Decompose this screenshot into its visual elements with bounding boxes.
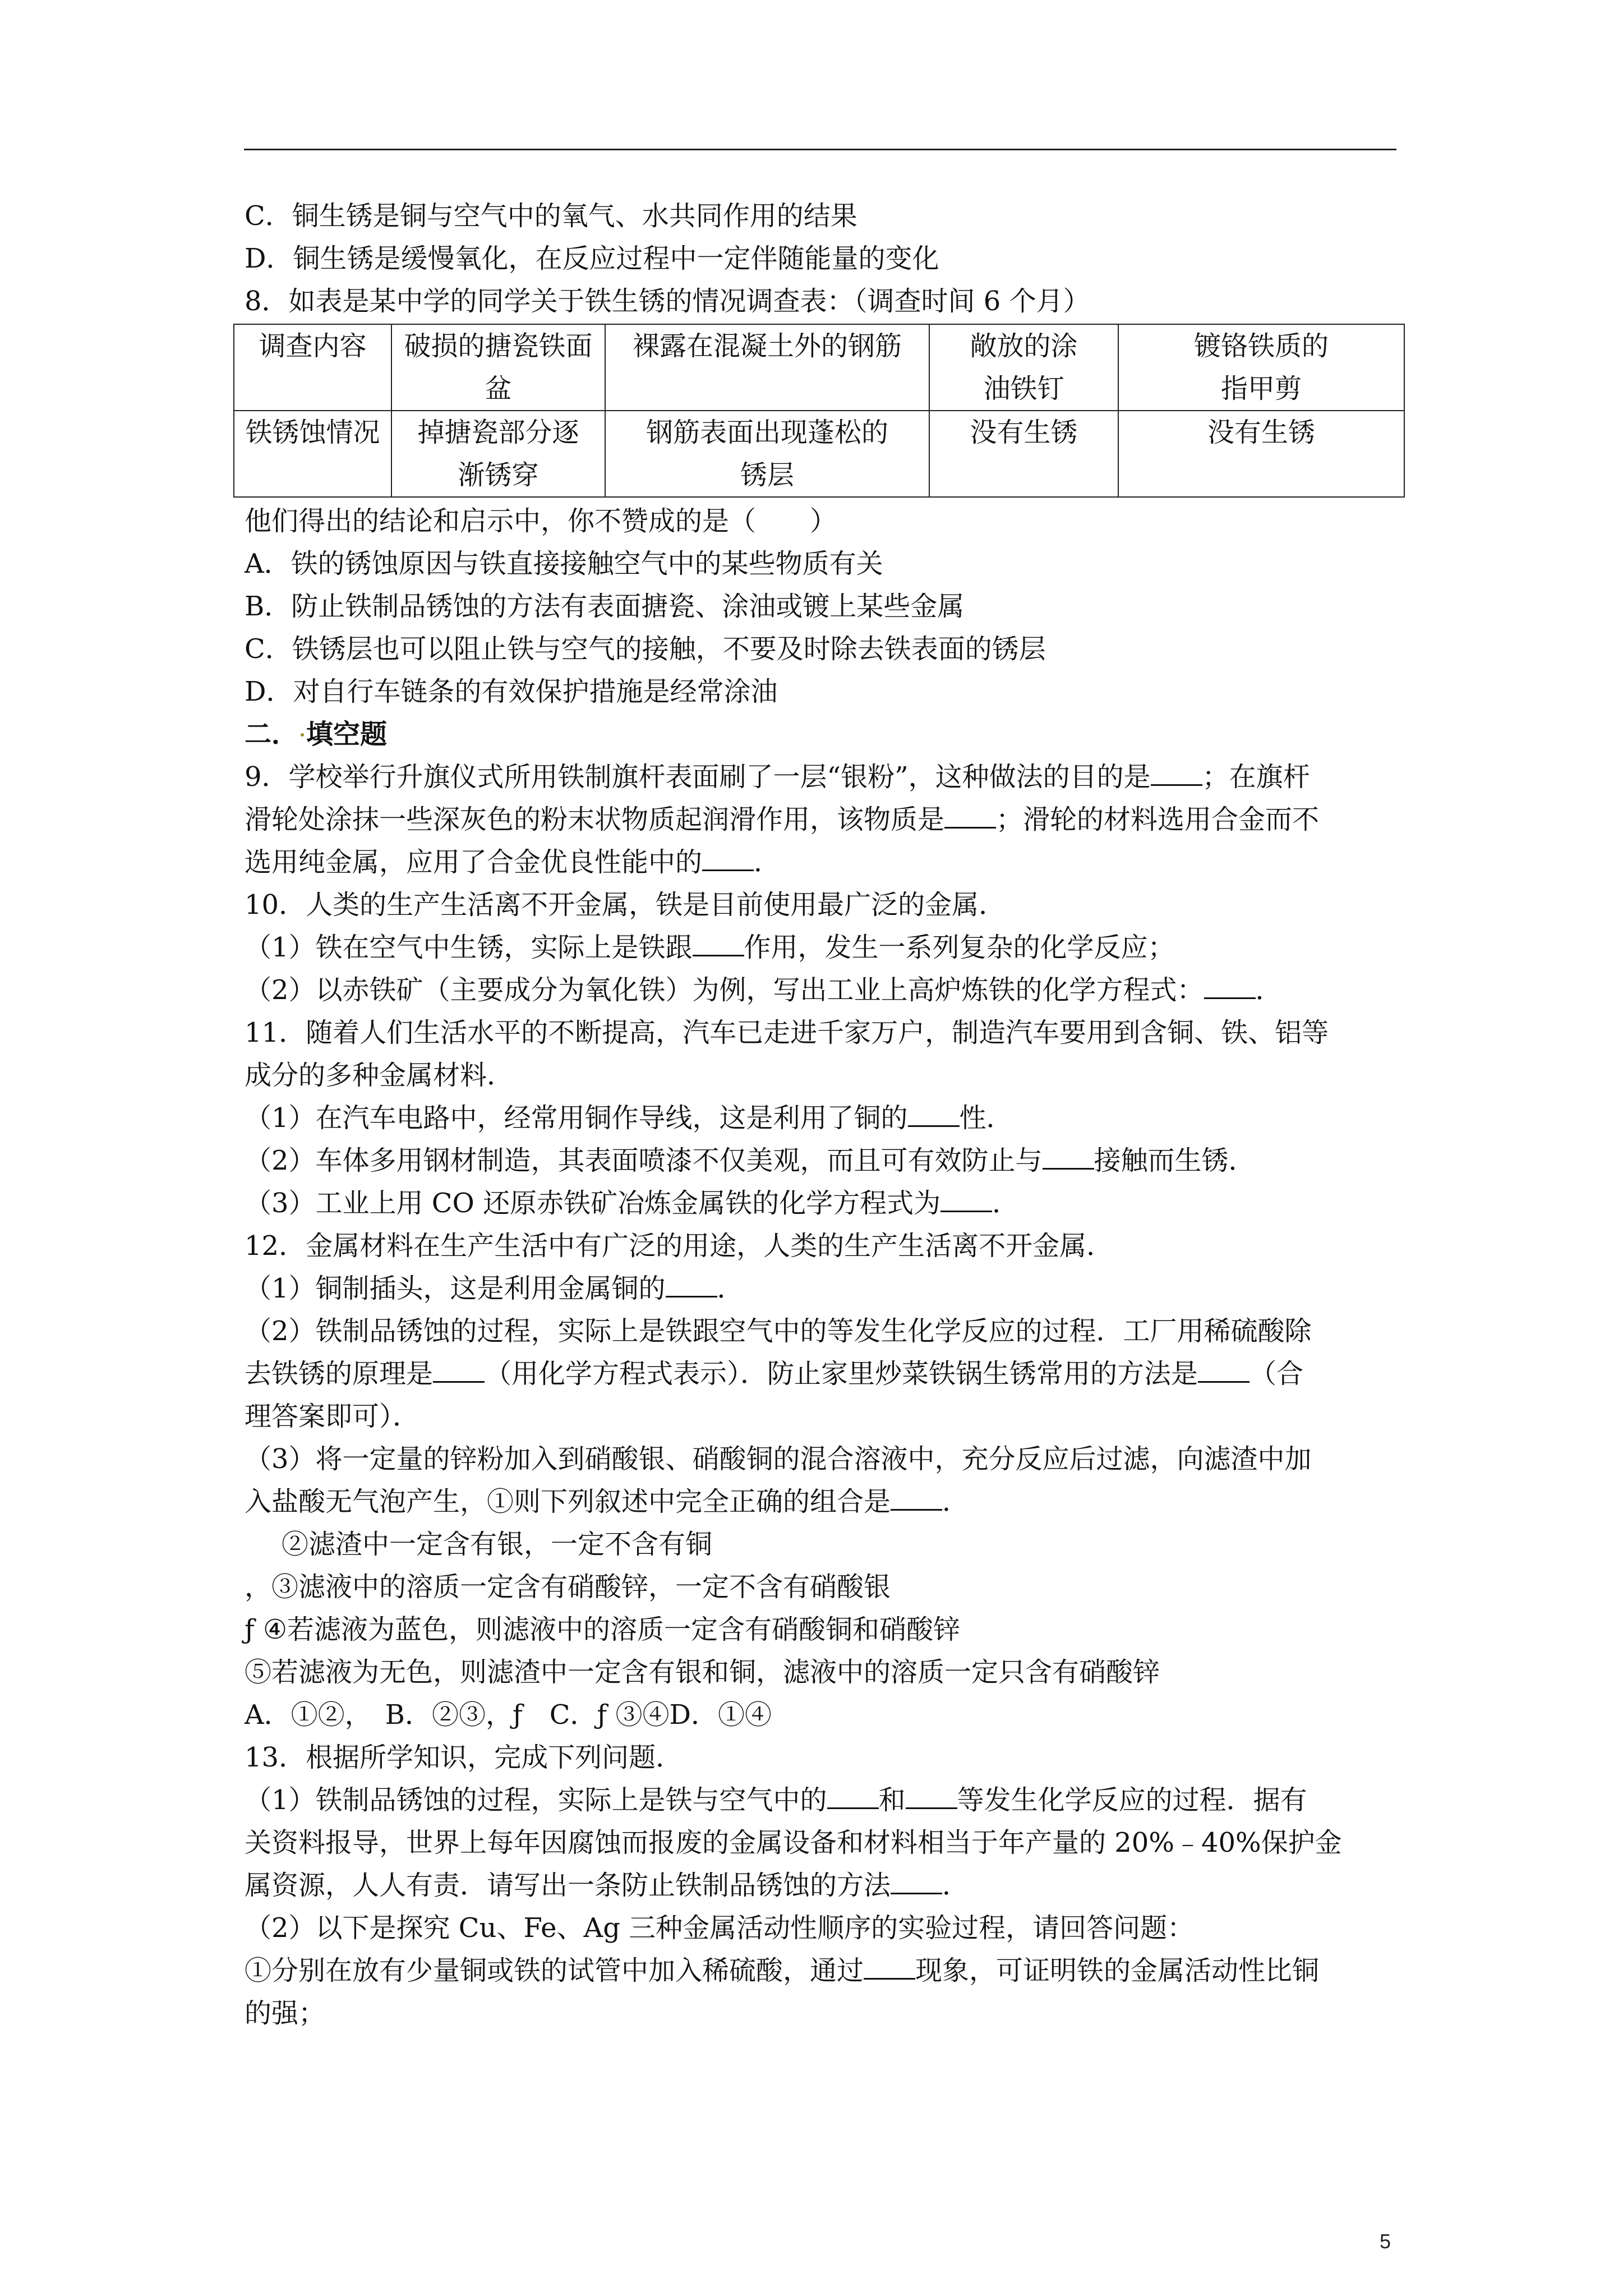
text: 属资源，人人有责．请写出一条防止铁制品锈蚀的方法 <box>245 1870 891 1901</box>
answer-blank[interactable] <box>944 799 996 829</box>
text: （1）铁制品锈蚀的过程，实际上是铁与空气中的 <box>245 1784 827 1816</box>
q8-stem: 8．如表是某中学的同学关于铁生锈的情况调查表：（调查时间 6 个月） <box>245 286 1090 317</box>
answer-blank[interactable] <box>1198 1353 1249 1383</box>
text: 和 <box>878 1784 906 1816</box>
text: （2）车体多用钢材制造，其表面喷漆不仅美观，而且可有效防止与 <box>245 1145 1043 1176</box>
text: 等发生化学反应的过程．据有 <box>957 1784 1307 1816</box>
text: ；在旗杆 <box>1202 761 1310 793</box>
q13-line: 关资料报导，世界上每年因腐蚀而报废的金属设备和材料相当于年产量的 20%﹣40%保护金 <box>245 1827 1342 1858</box>
text: 入盐酸无气泡产生，①则下列叙述中完全正确的组合是 <box>245 1486 891 1517</box>
q11-line <box>245 1139 1400 1182</box>
q10-line: 10．人类的生产生活离不开金属，铁是目前使用最广泛的金属． <box>245 889 1006 921</box>
table-row <box>234 411 1404 497</box>
q9-line <box>245 841 1400 884</box>
q12-line <box>245 1352 1400 1395</box>
q10-line <box>245 969 1400 1011</box>
table-cell: 裸露在混凝土外的钢筋 <box>605 324 929 411</box>
q12-statement: ƒ ④若滤液为蓝色，则滤液中的溶质一定含有硝酸铜和硝酸锌 <box>245 1614 961 1645</box>
q9-line <box>245 798 1400 841</box>
answer-blank[interactable] <box>891 1481 942 1511</box>
page-number: 5 <box>1380 2230 1391 2253</box>
answer-blank[interactable] <box>433 1353 485 1383</box>
q11-line <box>245 1097 1400 1139</box>
q12-statement: ②滤渣中一定含有银，一定不含有铜 <box>282 1529 713 1560</box>
q12-line <box>245 1480 1400 1523</box>
answer-blank[interactable] <box>666 1268 717 1297</box>
text: 接触而生锈． <box>1094 1145 1256 1176</box>
q10-line <box>245 926 1400 969</box>
answer-blank[interactable] <box>1204 969 1256 999</box>
q12-line: （3）将一定量的锌粉加入到硝酸银、硝酸铜的混合溶液中，充分反应后过滤，向滤渣中加 <box>245 1443 1312 1475</box>
q13-line <box>245 1949 1400 1992</box>
answer-blank[interactable] <box>940 1182 992 1212</box>
table-cell: 钢筋表面出现蓬松的锈层 <box>605 411 929 497</box>
text: （1）在汽车电路中，经常用铜作导线，这是利用了铜的 <box>245 1102 908 1134</box>
section-title: 填空题 <box>306 719 388 750</box>
text: （2）以赤铁矿（主要成分为氧化铁）为例，写出工业上高炉炼铁的化学方程式： <box>245 974 1204 1006</box>
q12-line: （2）铁制品锈蚀的过程，实际上是铁跟空气中的等发生化学反应的过程．工厂用稀硫酸除 <box>245 1315 1312 1347</box>
answer-blank[interactable] <box>864 1950 915 1980</box>
table-cell: 调查内容 <box>234 324 391 411</box>
answer-blank[interactable] <box>693 927 744 956</box>
q13-line <box>245 1779 1400 1821</box>
q8-question: 他们得出的结论和启示中，你不赞成的是（ ） <box>245 505 837 537</box>
text: ． <box>754 846 781 878</box>
text: ． <box>942 1486 970 1517</box>
q8-option-d: D．对自行车链条的有效保护措施是经常涂油 <box>245 676 778 707</box>
text: ． <box>717 1273 744 1304</box>
table-cell: 掉搪瓷部分逐渐锈穿 <box>391 411 605 497</box>
table-cell: 没有生锈 <box>1118 411 1404 497</box>
q9-line <box>245 756 1400 798</box>
table-cell: 铁锈蚀情况 <box>234 411 391 497</box>
text: 作用，发生一系列复杂的化学反应； <box>744 932 1175 963</box>
text: ． <box>942 1870 970 1901</box>
q11-line: 成分的多种金属材料． <box>245 1060 514 1091</box>
answer-blank[interactable] <box>702 841 754 871</box>
answer-blank[interactable] <box>906 1779 957 1809</box>
text: ． <box>1255 974 1283 1006</box>
answer-blank[interactable] <box>1043 1140 1094 1170</box>
section-number: 二． <box>245 719 299 750</box>
text: 去铁锈的原理是 <box>245 1358 434 1389</box>
table-row <box>234 324 1404 411</box>
text: ①分别在放有少量铜或铁的试管中加入稀硫酸，通过 <box>245 1955 864 1986</box>
q12-options: A．①②， B．②③，ƒ C．ƒ ③④D．①④ <box>245 1699 772 1731</box>
q12-statement: ，③滤液中的溶质一定含有硝酸锌，一定不含有硝酸银 <box>245 1571 891 1603</box>
text: （合 <box>1249 1358 1304 1389</box>
q13-line: （2）以下是探究 Cu、Fe、Ag 三种金属活动性顺序的实验过程，请回答问题： <box>245 1912 1195 1944</box>
answer-blank[interactable] <box>1151 756 1202 786</box>
text: 现象，可证明铁的金属活动性比铜 <box>915 1955 1320 1986</box>
text: 滑轮处涂抹一些深灰色的粉末状物质起润滑作用，该物质是 <box>245 804 945 835</box>
q8-option-b: B．防止铁制品锈蚀的方法有表面搪瓷、涂油或镀上某些金属 <box>245 591 965 622</box>
q12-line <box>245 1267 1400 1310</box>
header-rule <box>244 149 1396 150</box>
text: ． <box>992 1188 1020 1219</box>
text: （用化学方程式表示）．防止家里炒菜铁锅生锈常用的方法是 <box>485 1358 1198 1389</box>
q11-line: 11．随着人们生活水平的不断提高，汽车已走进千家万户，制造汽车要用到含铜、铁、铝等 <box>245 1017 1329 1048</box>
text: 性． <box>959 1102 1013 1134</box>
text: （3）工业上用 CO 还原赤铁矿冶炼金属铁的化学方程式为 <box>245 1188 941 1219</box>
q12-line: 理答案即可）． <box>245 1401 420 1432</box>
q13-line: 的强； <box>245 1998 326 2029</box>
text: 选用纯金属，应用了合金优良性能中的 <box>245 846 703 878</box>
q12-statement: ⑤若滤液为无色，则滤渣中一定含有银和铜，滤液中的溶质一定只含有硝酸锌 <box>245 1657 1160 1688</box>
page-content <box>245 195 1400 2035</box>
q8-option-c: C．铁锈层也可以阻止铁与空气的接触，不要及时除去铁表面的锈层 <box>245 633 1046 665</box>
dot-mark-icon <box>301 733 304 737</box>
answer-blank[interactable] <box>908 1097 960 1127</box>
table-cell: 破损的搪瓷铁面盆 <box>391 324 605 411</box>
q13-line: 13．根据所学知识，完成下列问题． <box>245 1742 683 1773</box>
q12-line: 12．金属材料在生产生活中有广泛的用途，人类的生产生活离不开金属． <box>245 1230 1114 1262</box>
table-cell: 没有生锈 <box>929 411 1118 497</box>
text: ；滑轮的材料选用合金而不 <box>996 804 1320 835</box>
q11-line <box>245 1182 1400 1225</box>
text: 9．学校举行升旗仪式所用铁制旗杆表面刷了一层“银粉”，这种做法的目的是 <box>245 761 1151 793</box>
q8-option-a: A．铁的锈蚀原因与铁直接接触空气中的某些物质有关 <box>245 548 883 579</box>
answer-blank[interactable] <box>891 1865 942 1894</box>
section-heading <box>245 713 1400 756</box>
rust-survey-table <box>233 324 1405 498</box>
table-cell: 敞放的涂油铁钉 <box>929 324 1118 411</box>
q7-option-c: C．铜生锈是铜与空气中的氧气、水共同作用的结果 <box>245 200 857 232</box>
q13-line <box>245 1864 1400 1907</box>
answer-blank[interactable] <box>827 1779 879 1809</box>
q7-option-d: D．铜生锈是缓慢氧化，在反应过程中一定伴随能量的变化 <box>245 243 939 274</box>
text: （1）铁在空气中生锈，实际上是铁跟 <box>245 932 693 963</box>
text: （1）铜制插头，这是利用金属铜的 <box>245 1273 666 1304</box>
table-cell: 镀铬铁质的指甲剪 <box>1118 324 1404 411</box>
